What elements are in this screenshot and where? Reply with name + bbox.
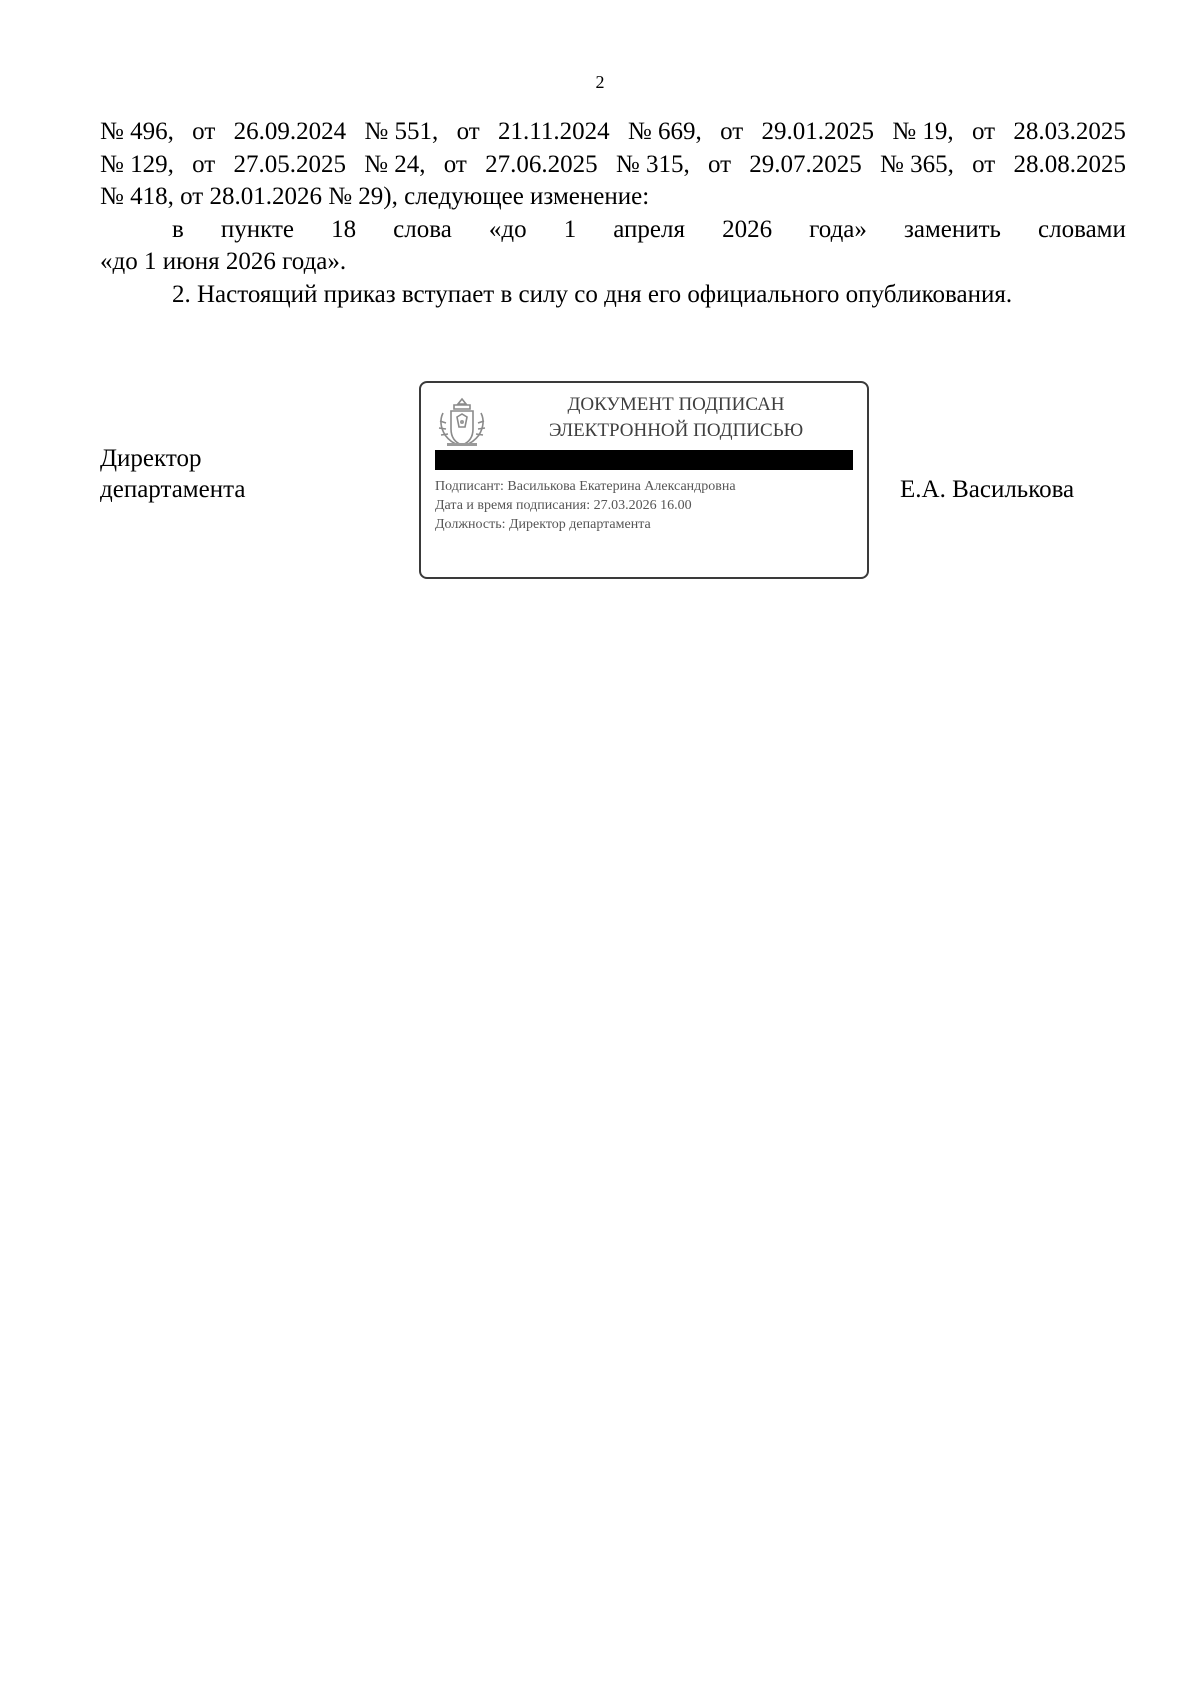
- text-word: слова: [393, 215, 452, 243]
- text-word: от: [972, 150, 996, 178]
- text-word: 26.09.2024: [233, 118, 347, 145]
- body-line-6: 2. Настоящий приказ вступает в силу со дня его официального опубликования.: [172, 280, 1013, 308]
- signer-position-line-2: департамента: [100, 476, 246, 503]
- text-word: пункте: [220, 215, 294, 243]
- text-word: «до: [488, 215, 527, 243]
- text-word: от: [707, 150, 732, 178]
- page-number: 2: [595, 72, 605, 92]
- text-word: 29.01.2025: [761, 118, 874, 145]
- text-word: от: [456, 118, 480, 145]
- document-body: [100, 116, 1126, 311]
- body-line-5: «до 1 июня 2026 года».: [100, 248, 347, 275]
- body-line-1: [100, 116, 1126, 149]
- text-word: № 315,: [615, 150, 690, 178]
- text-word: № 365,: [880, 150, 954, 178]
- stamp-heading: [516, 392, 836, 444]
- body-line-3: № 418, от 28.01.2026 № 29), следующее изменение:: [100, 183, 650, 210]
- text-word: в: [172, 215, 184, 243]
- stamp-datetime: Дата и время подписания: 27.03.2026 16.00: [435, 498, 692, 513]
- text-word: словами: [1038, 215, 1126, 243]
- signer-name: Е.А. Василькова: [900, 476, 1075, 503]
- signer-position-line-1: Директор: [100, 445, 202, 472]
- text-word: № 24,: [364, 150, 426, 178]
- text-word: от: [720, 118, 744, 145]
- text-word: 18: [331, 215, 357, 243]
- text-word: 27.05.2025: [233, 150, 346, 178]
- stamp-heading-line-1: ДОКУМЕНТ ПОДПИСАН: [567, 394, 785, 415]
- text-word: 1: [563, 215, 577, 243]
- redaction-bar: [435, 450, 853, 470]
- body-line-4: [100, 214, 1126, 247]
- coat-of-arms-icon: [435, 395, 489, 451]
- text-word: 27.06.2025: [485, 150, 598, 178]
- stamp-heading-line-2: ЭЛЕКТРОННОЙ ПОДПИСЬЮ: [548, 420, 804, 441]
- text-word: № 19,: [892, 118, 954, 145]
- stamp-signer: Подписант: Василькова Екатерина Александровна: [435, 479, 736, 494]
- text-word: 2026: [722, 215, 773, 243]
- text-word: 29.07.2025: [749, 150, 862, 178]
- body-line-2: [100, 149, 1126, 182]
- text-word: 21.11.2024: [498, 118, 610, 145]
- text-word: 28.03.2025: [1013, 118, 1126, 145]
- text-word: года»: [809, 215, 867, 243]
- stamp-details: [435, 477, 736, 534]
- text-word: № 129,: [100, 150, 174, 178]
- stamp-position: Должность: Директор департамента: [435, 517, 651, 532]
- text-word: от: [971, 118, 996, 145]
- signer-position: [100, 443, 245, 505]
- text-word: от: [192, 118, 216, 145]
- text-word: от: [443, 150, 467, 178]
- text-word: № 551,: [364, 118, 439, 145]
- text-word: заменить: [903, 215, 1001, 243]
- text-word: апреля: [613, 215, 685, 243]
- text-word: № 669,: [627, 118, 702, 145]
- text-word: от: [192, 150, 216, 178]
- text-word: 28.08.2025: [1013, 150, 1126, 178]
- electronic-signature-stamp: [419, 381, 869, 579]
- text-word: № 496,: [100, 118, 174, 145]
